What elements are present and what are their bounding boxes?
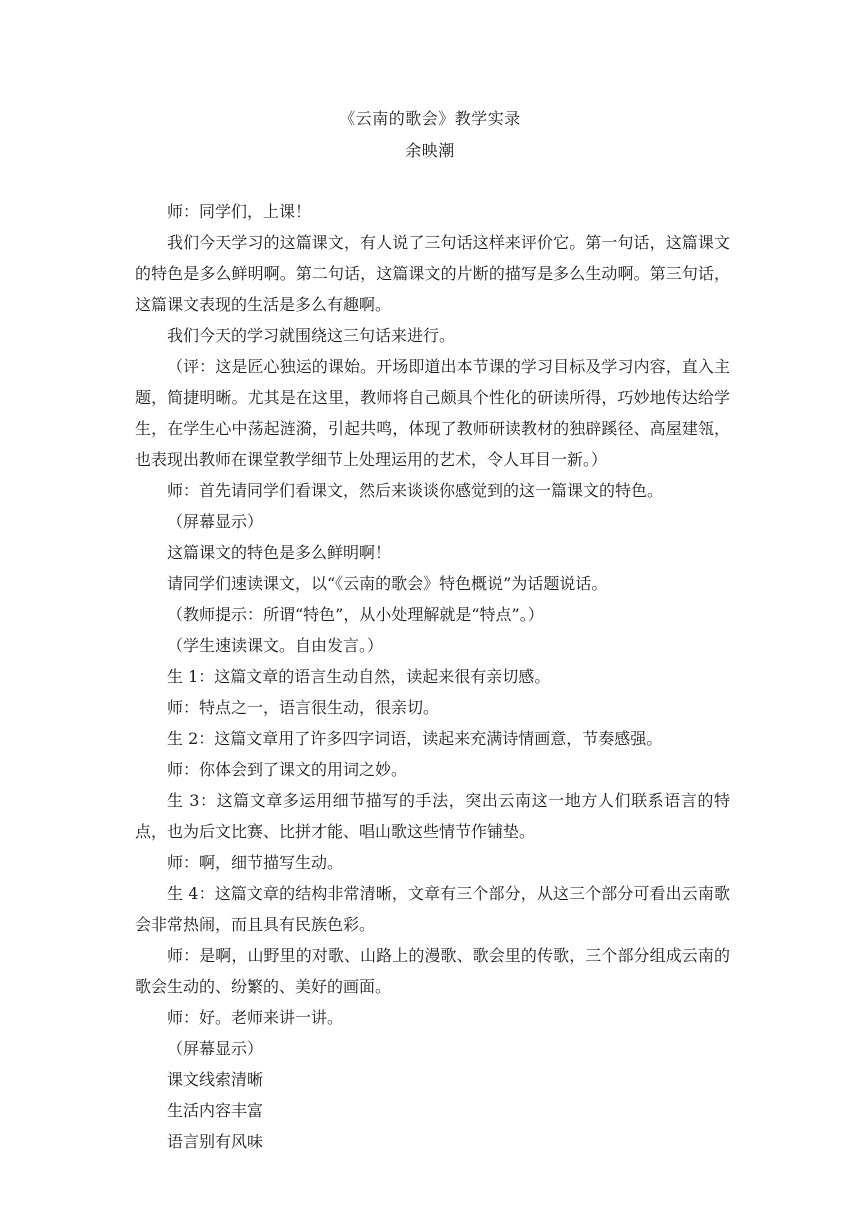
paragraph: 请同学们速读课文，以“《云南的歌会》特色概说”为话题说话。 — [167, 574, 608, 593]
paragraph: （教师提示：所谓“特色”，从小处理解就是“特点”。） — [167, 605, 544, 624]
document-author: 余映潮 — [405, 141, 455, 160]
paragraph: 生 4：这篇文章的结构非常清晰，文章有三个部分，从这三个部分可看出云南歌会非常热闹，而且具有民族色彩。 — [135, 884, 730, 934]
paragraph: 生 1：这篇文章的语言生动自然，读起来很有亲切感。 — [167, 667, 551, 686]
paragraph: 我们今天的学习就围绕这三句话来进行。 — [167, 326, 456, 345]
paragraph: （屏幕显示） — [167, 512, 264, 531]
paragraph: （评：这是匠心独运的课始。开场即道出本节课的学习目标及学习内容，直入主题，简捷明晰。尤其是在这里，教师将自己颇具个性化的研读所得，巧妙地传达给学生，在学生心中荡起涟漪，引起共鸣，体现了教师研读教材的独辟蹊径、高屋建瓴，也表现出教师在课堂教学细节上处理运用的艺术，令人耳目一新。） — [135, 357, 730, 469]
paragraph: 生活内容丰富 — [167, 1101, 264, 1120]
document-title: 《云南的歌会》教学实录 — [339, 109, 521, 128]
paragraph: 师：特点之一，语言很生动，很亲切。 — [167, 698, 440, 717]
paragraph: 课文线索清晰 — [167, 1070, 264, 1089]
document-body — [135, 196, 730, 1157]
paragraph: 师：是啊，山野里的对歌、山路上的漫歌、歌会里的传歌，三个部分组成云南的歌会生动的、纷繁的、美好的画面。 — [135, 946, 730, 996]
paragraph: 我们今天学习的这篇课文，有人说了三句话这样来评价它。第一句话，这篇课文的特色是多么鲜明啊。第二句话，这篇课文的片断的描写是多么生动啊。第三句话，这篇课文表现的生活是多么有趣啊。 — [135, 233, 730, 314]
paragraph: 生 3：这篇文章多运用细节描写的手法，突出云南这一地方人们联系语言的特点，也为后文比赛、比拼才能、唱山歌这些情节作铺垫。 — [135, 791, 730, 841]
paragraph: （学生速读课文。自由发言。） — [167, 636, 384, 655]
paragraph: 师：首先请同学们看课文，然后来谈谈你感觉到的这一篇课文的特色。 — [167, 481, 664, 500]
paragraph: 师：同学们，上课！ — [167, 202, 312, 221]
paragraph: 语言别有风味 — [167, 1132, 264, 1151]
paragraph: 师：你体会到了课文的用词之妙。 — [167, 760, 408, 779]
paragraph: （屏幕显示） — [167, 1039, 264, 1058]
paragraph: 师：好。老师来讲一讲。 — [167, 1008, 344, 1027]
paragraph: 生 2：这篇文章用了许多四字词语，读起来充满诗情画意，节奏感强。 — [167, 729, 663, 748]
paragraph: 师：啊，细节描写生动。 — [167, 853, 344, 872]
paragraph: 这篇课文的特色是多么鲜明啊！ — [167, 543, 392, 562]
